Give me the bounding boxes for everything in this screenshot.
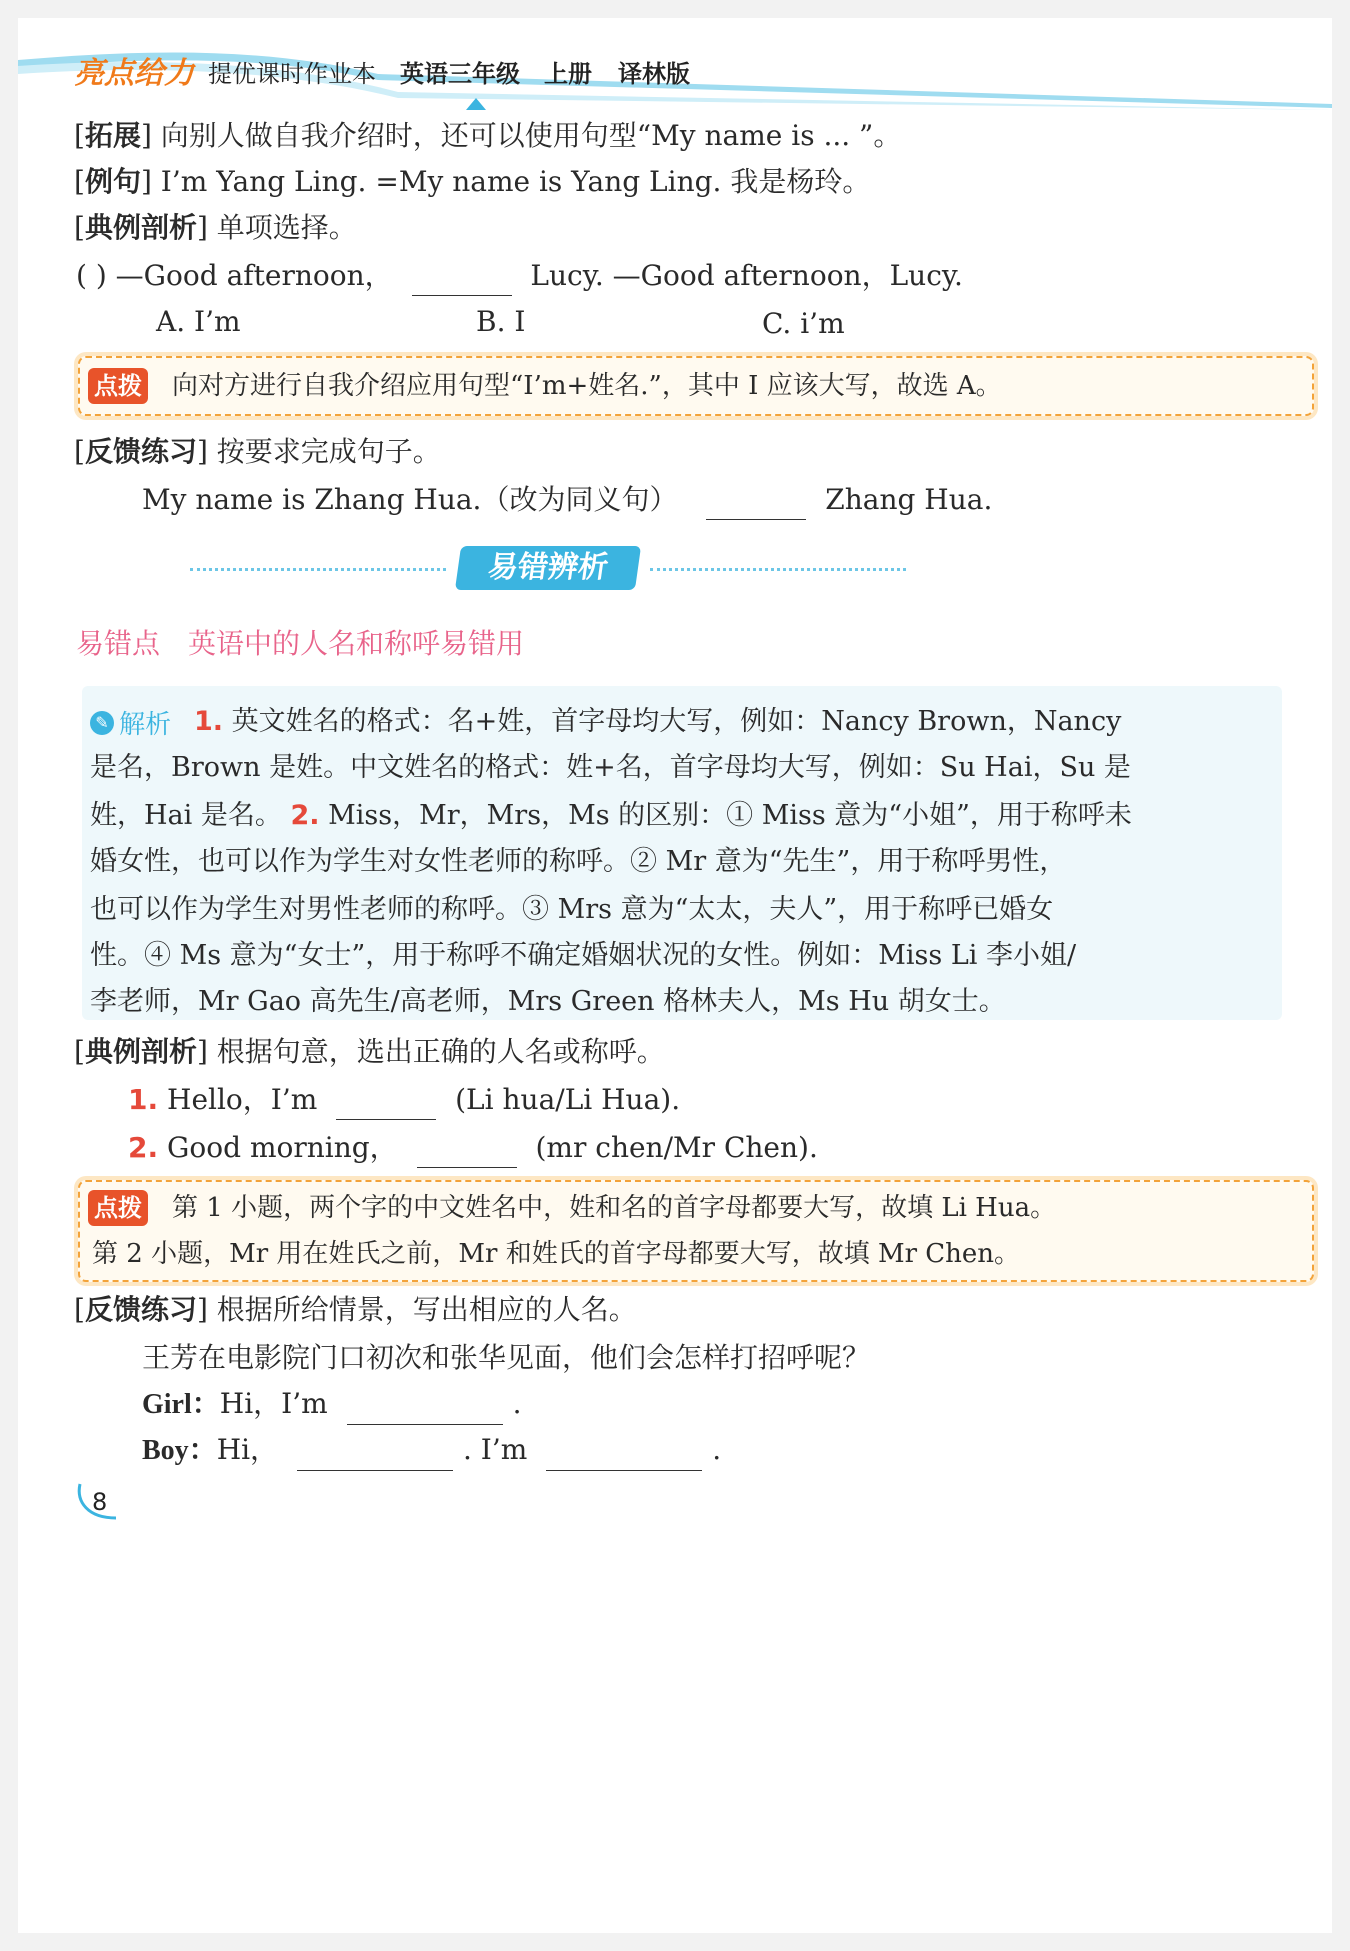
boy-line: Boy：Hi， . I’m . <box>142 1430 721 1471</box>
analysis2-text: 根据句意，选出正确的人名或称呼。 <box>216 1035 665 1068</box>
tip2-line-1: 第 1 小题，两个字的中文姓名中，姓和名的首字母都要大写，故填 Li Hua。 <box>172 1193 1057 1223</box>
q2-line <box>128 1128 818 1168</box>
scenario-text: 王芳在电影院门口初次和张华见面，他们会怎样打招呼呢？ <box>142 1341 871 1374</box>
boy-label: Boy： <box>142 1435 217 1466</box>
q1-line <box>128 1080 680 1120</box>
q2-num: 2. <box>128 1131 159 1164</box>
feedback-q-a: My name is Zhang Hua.（改为同义句） <box>142 483 678 516</box>
boy-blank-2[interactable] <box>546 1440 702 1471</box>
feedback-text: 按要求完成句子。 <box>216 435 441 468</box>
question-line <box>76 256 963 296</box>
feedback-question <box>142 480 992 520</box>
feedback2-text: 根据所给情景，写出相应的人名。 <box>216 1293 637 1326</box>
extend-text: 向别人做自我介绍时，还可以使用句型“My name is ... ”。 <box>160 119 902 152</box>
answer-paren[interactable]: ( ) <box>76 259 107 292</box>
q1-num: 1. <box>128 1083 159 1116</box>
girl-blank[interactable] <box>347 1394 503 1425</box>
boy-blank-1[interactable] <box>297 1440 453 1471</box>
girl-label: Girl： <box>142 1389 220 1420</box>
question-text-b: Lucy. —Good afternoon，Lucy. <box>530 259 963 292</box>
answer-blank[interactable] <box>412 265 512 296</box>
analysis2-line: [典例剖析] 根据句意，选出正确的人名或称呼。 <box>74 1035 665 1068</box>
q1-blank[interactable] <box>336 1089 436 1120</box>
option-a[interactable]: A. I’m <box>156 305 241 338</box>
parse-num-2: 2. <box>290 800 320 831</box>
example-line: [例句] I’m Yang Ling. =My name is Yang Ling. 我是杨玲。 <box>74 165 871 198</box>
q2-text-a: Good morning， <box>167 1131 398 1164</box>
example-text: I’m Yang Ling. =My name is Yang Ling. 我是杨玲。 <box>160 165 871 198</box>
tip2-line-2: 第 2 小题，Mr 用在姓氏之前，Mr 和姓氏的首字母都要大写，故填 Mr Chen。 <box>92 1239 1021 1269</box>
header-edition: 译林版 <box>618 60 690 88</box>
parse-header <box>90 704 171 741</box>
question-text-a: —Good afternoon， <box>115 259 393 292</box>
analysis-text: 单项选择。 <box>216 211 357 244</box>
tag-analysis: 典例剖析 <box>84 211 197 244</box>
tip-box-1 <box>78 356 1314 416</box>
parse-text-3a: 姓，Hai 是名。 <box>90 800 282 831</box>
q2-text-b: (mr chen/Mr Chen). <box>535 1131 818 1164</box>
parse-line-6: 性。④ Ms 意为“女士”，用于称呼不确定婚姻状况的女性。例如：Miss Li 李小姐/ <box>90 940 1077 971</box>
option-b[interactable]: B. I <box>476 305 526 338</box>
parse-line-7: 李老师，Mr Gao 高先生/高老师，Mrs Green 格林夫人，Ms Hu 胡女士。 <box>90 986 1006 1017</box>
error-point-title: 英语中的人名和称呼易错用 <box>188 627 525 660</box>
header-subject: 英语三年级 <box>400 60 520 88</box>
tag-extend: 拓展 <box>84 119 141 152</box>
tag-example: 例句 <box>84 165 141 198</box>
tip-text: 向对方进行自我介绍应用句型“I’m+姓名.”，其中 I 应该大写，故选 A。 <box>172 371 1002 401</box>
divider-left <box>190 568 446 571</box>
tag-analysis-2: 典例剖析 <box>84 1035 197 1068</box>
parse-num-1: 1. <box>194 706 224 737</box>
q1-text-a: Hello，I’m <box>167 1083 318 1116</box>
parse-line-3 <box>90 796 1132 836</box>
feedback-line: [反馈练习] 按要求完成句子。 <box>74 435 441 468</box>
option-c[interactable]: C. i’m <box>762 307 845 340</box>
divider-right <box>650 568 906 571</box>
parse-line-4: 婚女性，也可以作为学生对女性老师的称呼。② Mr 意为“先生”，用于称呼男性， <box>90 846 1067 877</box>
brand-logo: 亮点给力 <box>74 56 194 91</box>
tag-feedback-2: 反馈练习 <box>84 1293 197 1326</box>
boy-text-b: . I’m <box>462 1433 528 1466</box>
q2-blank[interactable] <box>417 1137 517 1168</box>
girl-text: Hi，I’m <box>219 1387 328 1420</box>
feedback-q-b: Zhang Hua. <box>825 483 993 516</box>
page-number: 8 <box>92 1488 108 1516</box>
parse-text-1: 英文姓名的格式：名+姓，首字母均大写，例如：Nancy Brown，Nancy <box>231 706 1122 737</box>
girl-line: Girl：Hi，I’m . <box>142 1384 521 1425</box>
extend-line: [拓展] 向别人做自我介绍时，还可以使用句型“My name is ... ”。 <box>74 119 902 152</box>
tip-badge: 点拨 <box>88 368 148 404</box>
parse-label: 解析 <box>119 710 172 740</box>
parse-text-3b: Miss，Mr，Mrs，Ms 的区别：① Miss 意为“小姐”，用于称呼未 <box>328 800 1132 831</box>
parse-line-2: 是名，Brown 是姓。中文姓名的格式：姓+名，首字母均大写，例如：Su Hai，Su 是 <box>90 752 1131 783</box>
tip-badge-2: 点拨 <box>88 1190 148 1226</box>
parse-line-5: 也可以作为学生对男性老师的称呼。③ Mrs 意为“太太，夫人”，用于称呼已婚女 <box>90 894 1054 925</box>
header-volume: 上册 <box>544 60 592 88</box>
boy-text-a: Hi， <box>216 1433 279 1466</box>
q1-text-b: (Li hua/Li Hua). <box>455 1083 681 1116</box>
book-title: 提优课时作业本 <box>208 60 376 88</box>
tip-box-2 <box>78 1180 1314 1282</box>
feedback2-line: [反馈练习] 根据所给情景，写出相应的人名。 <box>74 1293 637 1326</box>
feedback-blank[interactable] <box>706 489 806 520</box>
error-point-label: 易错点 <box>76 627 161 660</box>
page <box>18 18 1332 1933</box>
pen-icon: ✎ <box>90 711 114 735</box>
tag-feedback: 反馈练习 <box>84 435 197 468</box>
parse-line-1 <box>194 702 1121 742</box>
analysis-line: [典例剖析] 单项选择。 <box>74 211 357 244</box>
section-title: 易错辨析 <box>455 546 641 590</box>
